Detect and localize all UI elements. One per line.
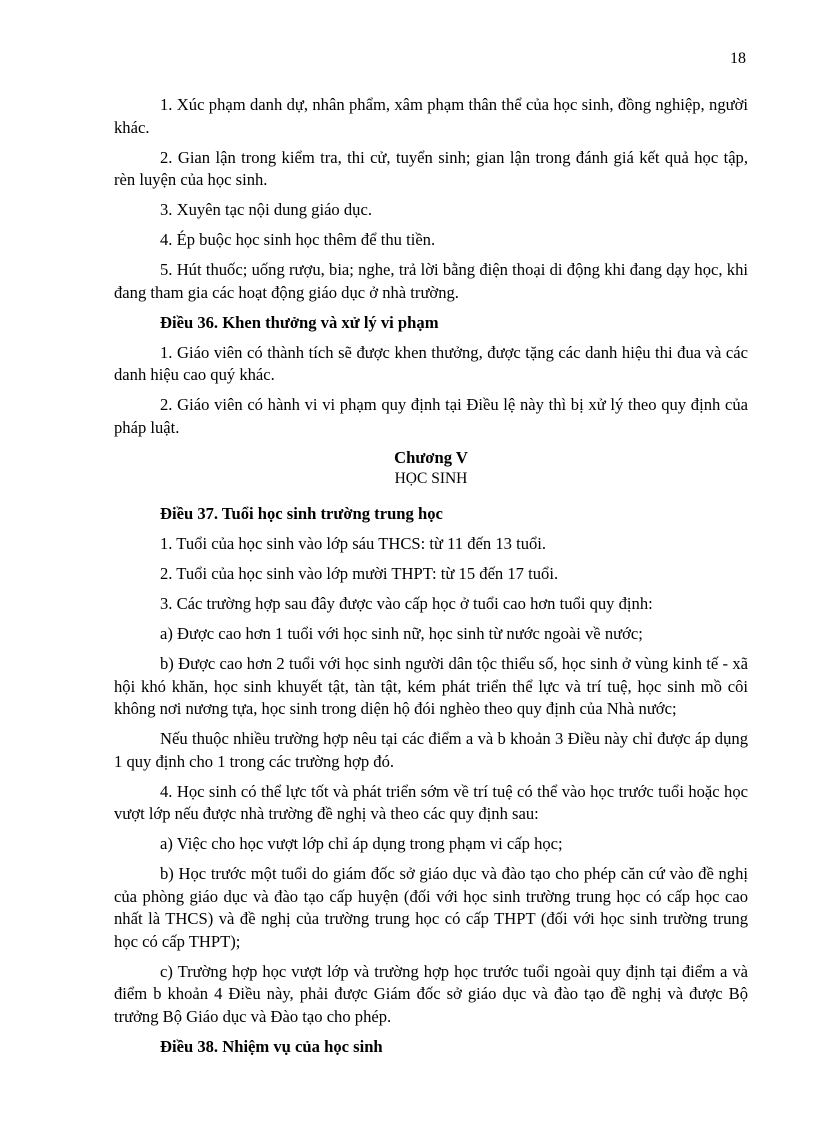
article-paragraph: a) Việc cho học vượt lớp chỉ áp dụng trong phạm vi cấp học; (160, 834, 563, 853)
article-paragraph: b) Học trước một tuổi do giám đốc sở giáo dục và đào tạo cho phép căn cứ vào đề nghị của phòng giáo dục và đào tạo cấp huyện (đối với học sinh trường trung học có cấp học cao nhất là THCS) và đề nghị của trường trung học có cấp THPT (đối với học sinh trường trung học có cấp THPT); (114, 864, 748, 951)
article-paragraph: 1. Giáo viên có thành tích sẽ được khen thưởng, được tặng các danh hiệu thi đua và các danh hiệu cao quý khác. (114, 342, 748, 384)
list-item: 3. Xuyên tạc nội dung giáo dục. (160, 200, 372, 219)
list-item: 1. Xúc phạm danh dự, nhân phẩm, xâm phạm thân thể của học sinh, đồng nghiệp, người khác. (114, 95, 748, 137)
article-paragraph: Nếu thuộc nhiều trường hợp nêu tại các điểm a và b khoản 3 Điều này chỉ được áp dụng 1 quy định cho 1 trong các trường hợp đó. (114, 729, 748, 771)
chapter-title: Chương V (394, 448, 468, 467)
article-36 (114, 312, 748, 440)
page-number: 18 (730, 50, 746, 67)
list-item: 2. Gian lận trong kiểm tra, thi cử, tuyển sinh; gian lận trong đánh giá kết quả học tập, rèn luyện của học sinh. (114, 147, 748, 189)
article-paragraph: 2. Giáo viên có hành vi vi phạm quy định tại Điều lệ này thì bị xử lý theo quy định của pháp luật. (114, 395, 748, 437)
article-37 (114, 503, 748, 1028)
article-paragraph: b) Được cao hơn 2 tuổi với học sinh người dân tộc thiểu số, học sinh ở vùng kinh tế - xã hội khó khăn, học sinh khuyết tật, tàn tật, kém phát triển thể lực và trí tuệ, học sinh mồ côi không nơi nương tựa, học sinh trong diện hộ đói nghèo theo quy định của Nhà nước; (114, 654, 748, 718)
chapter-header (114, 447, 748, 489)
article-paragraph: 1. Tuổi của học sinh vào lớp sáu THCS: từ 11 đến 13 tuổi. (160, 534, 547, 553)
article-paragraph: 3. Các trường hợp sau đây được vào cấp học ở tuổi cao hơn tuổi quy định: (160, 594, 653, 613)
article-paragraph: c) Trường hợp học vượt lớp và trường hợp học trước tuổi ngoài quy định tại điểm a và điểm b khoản 4 Điều này, phải được Giám đốc sở giáo dục và đào tạo đề nghị và được Bộ trưởng Bộ Giáo dục và Đào tạo cho phép. (114, 961, 748, 1026)
prohibited-acts-list (114, 94, 748, 304)
article-heading: Điều 36. Khen thưởng và xử lý vi phạm (160, 312, 439, 332)
list-item: 5. Hút thuốc; uống rượu, bia; nghe, trả lời bằng điện thoại di động khi đang dạy học, khi đang tham gia các hoạt động giáo dục ở nhà trường. (114, 260, 748, 302)
article-38 (114, 1036, 748, 1059)
article-heading: Điều 38. Nhiệm vụ của học sinh (160, 1036, 383, 1056)
article-paragraph: 2. Tuổi của học sinh vào lớp mười THPT: từ 15 đến 17 tuổi. (160, 564, 559, 583)
article-paragraph: 4. Học sinh có thể lực tốt và phát triển sớm về trí tuệ có thể vào học trước tuổi hoặc học vượt lớp nếu được nhà trường đề nghị và theo các quy định sau: (114, 781, 748, 823)
list-item: 4. Ép buộc học sinh học thêm để thu tiền. (160, 230, 436, 249)
article-paragraph: a) Được cao hơn 1 tuổi với học sinh nữ, học sinh từ nước ngoài về nước; (160, 624, 643, 643)
document-body (114, 94, 748, 1066)
article-heading: Điều 37. Tuổi học sinh trường trung học (160, 504, 443, 523)
chapter-subtitle: HỌC SINH (394, 470, 468, 487)
